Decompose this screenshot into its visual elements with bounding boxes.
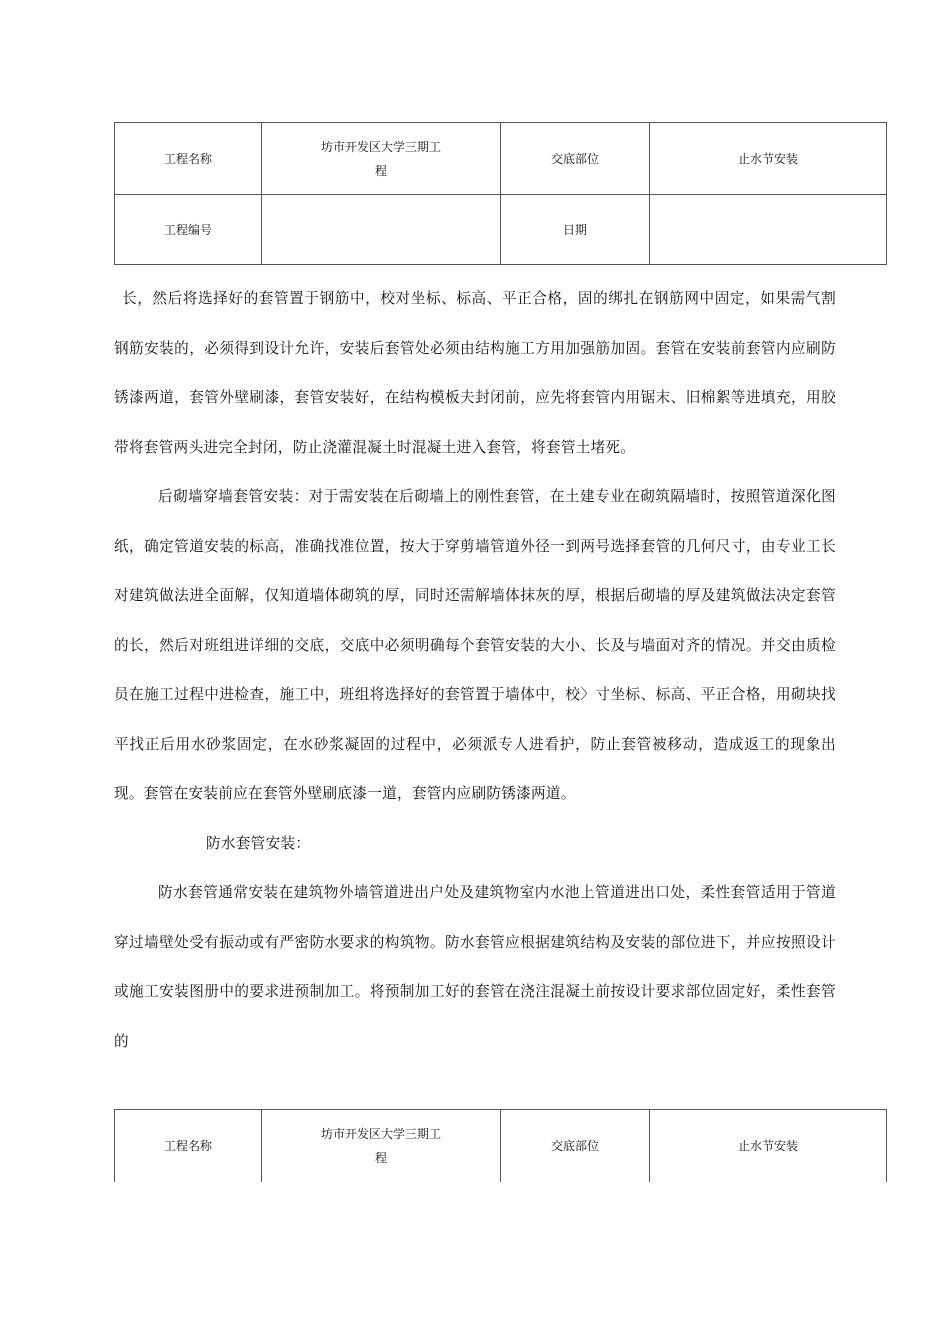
paragraph-sleeve-embedding: 长，然后将选择好的套管置于钢筋中，校对坐标、标高、平正合格，固的绑扎在钢筋网中固定，如果需气割钢筋安装的，必须得到设计允许，安装后套管处必须由结构施工方用加强筋加固。套管在安装前套管内应刷防锈漆两道，套管外壁刷漆，套管安装好，在结构模板夫封闭前，应先将套管内用锯末、旧棉絮等进填充，用胶带将套管两头进完全封闭，防止浇灌混凝土时混凝土进入套管，将套管土堵死。 (114, 290, 836, 456)
date-label: 日期 (501, 195, 650, 265)
footer-info-table (114, 1109, 887, 1182)
disclosure-part-label: 交底部位 (501, 123, 650, 195)
project-name-value-line2: 程 (374, 1151, 387, 1165)
project-name-value (262, 1110, 501, 1183)
table-row (115, 1110, 887, 1183)
header-info-table (114, 122, 887, 265)
project-name-label: 工程名称 (115, 1110, 262, 1183)
project-name-value-line1: 坊市开发区大学三期工 (320, 1127, 441, 1141)
project-number-value (262, 195, 501, 265)
disclosure-part-value: 止水节安装 (650, 1110, 887, 1183)
disclosure-part-value: 止水节安装 (650, 123, 887, 195)
table-row (115, 195, 887, 265)
disclosure-part-label: 交底部位 (501, 1110, 650, 1183)
paragraph-waterproof-sleeve: 防水套管通常安装在建筑物外墙管道进出户处及建筑物室内水池上管道进出口处，柔性套管适用于管道穿过墙壁处受有振动或有严密防水要求的构筑物。防水套管应根据建筑结构及安装的部位进下，并应按照设计或施工安装图册中的要求进预制加工。将预制加工好的套管在浇注混凝土前按设计要求部位固定好，柔性套管的 (114, 884, 836, 1050)
section-heading-waterproof-sleeve: 防水套管安装： (206, 834, 311, 852)
date-value (650, 195, 887, 265)
document-body (114, 274, 836, 1066)
project-name-value-line2: 程 (374, 163, 387, 178)
table-row (115, 123, 887, 195)
paragraph-masonry-wall-sleeve: 后砌墙穿墙套管安装：对于需安装在后砌墙上的刚性套管，在土建专业在砌筑隔墙时，按照管道深化图纸，确定管道安装的标高，准确找准位置，按大于穿剪墙管道外径一到两号选择套管的几何尺寸，由专业工长对建筑做法进全面解，仅知道墙体砌筑的厚，同时还需解墙体抹灰的厚，根据后砌墙的厚及建筑做法决定套管的长，然后对班组进详细的交底，交底中必须明确每个套管安装的大小、长及与墙面对齐的情况。并交由质检员在施工过程中进检查，施工中，班组将选择好的套管置于墙体中，校〉寸坐标、标高、平正合格，用砌块找平找正后用水砂浆固定，在水砂浆凝固的过程中，必须派专人进看护，防止套管被移动，造成返工的现象出现。套管在安装前应在套管外壁刷底漆一道，套管内应刷防锈漆两道。 (114, 488, 836, 802)
project-number-label: 工程编号 (115, 195, 262, 265)
project-name-label: 工程名称 (115, 123, 262, 195)
project-name-value-line1: 坊市开发区大学三期工 (320, 139, 441, 154)
project-name-value (262, 123, 501, 195)
